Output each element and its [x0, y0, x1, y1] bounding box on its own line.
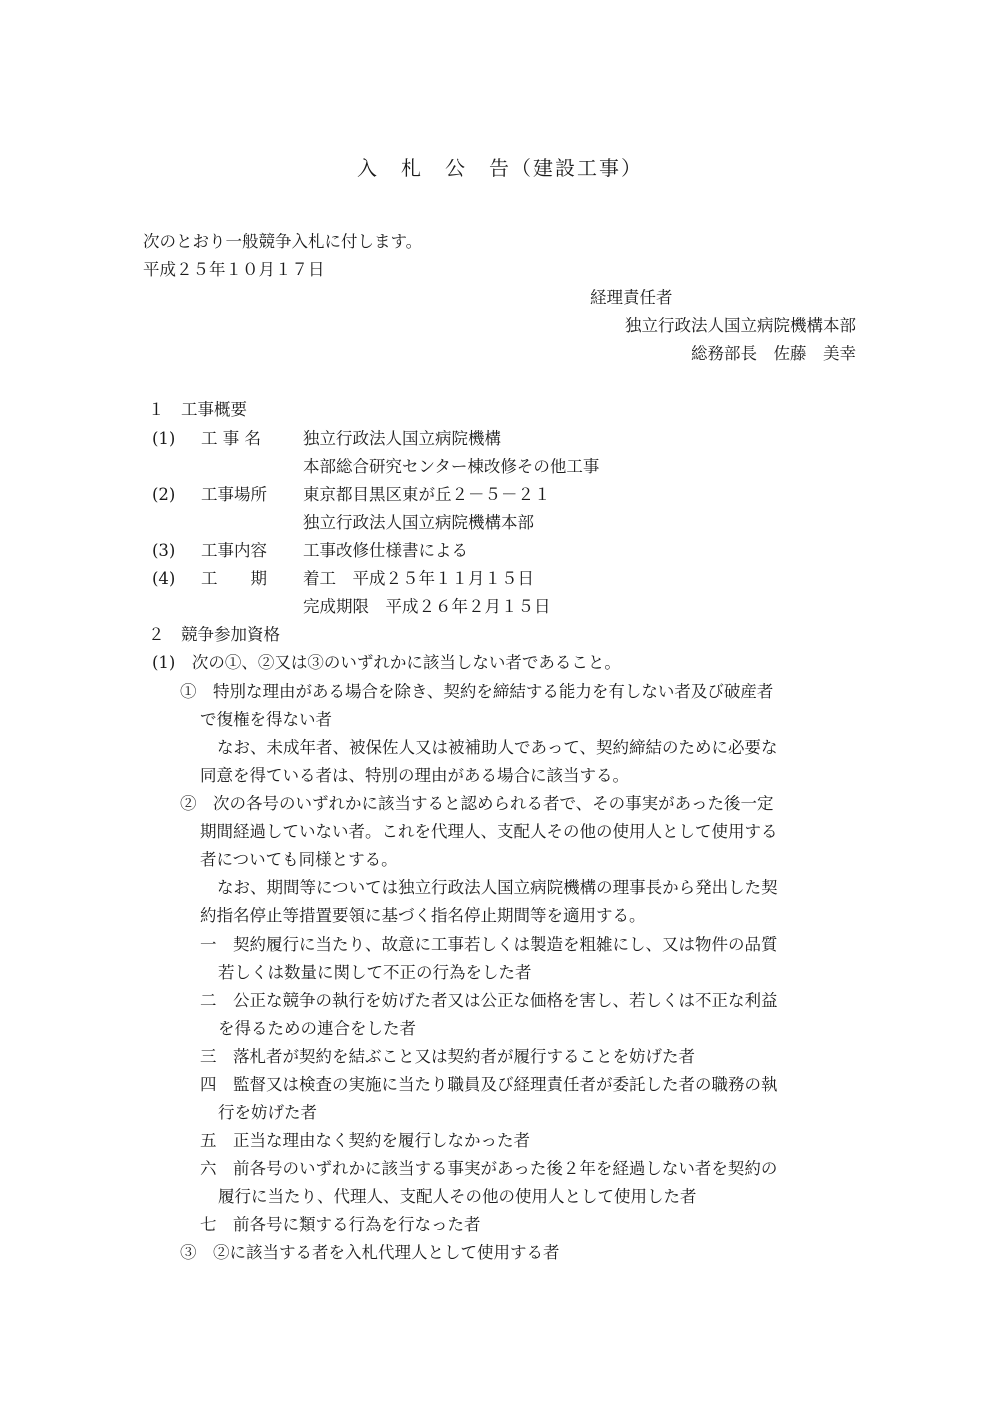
clause-1-line: ① 特別な理由がある場合を除き、契約を締結する能力を有しない者及び破産者 [180, 682, 774, 701]
section1-heading: １ 工事概要 [148, 400, 247, 419]
item-value: 着工 平成２５年１１月１５日 [303, 569, 534, 588]
subclause-line: 四 監督又は検査の実施に当たり職員及び経理責任者が委託した者の職務の執 [200, 1075, 778, 1094]
item-label: 工事内容 [201, 541, 267, 560]
subclause-line: 五 正当な理由なく契約を履行しなかった者 [200, 1131, 530, 1150]
intro-text: 次のとおり一般競争入札に付します。 [143, 232, 423, 251]
subclause-line: 一 契約履行に当たり、故意に工事若しくは製造を粗雑にし、又は物件の品質 [200, 935, 778, 954]
item-number: (1) [152, 429, 176, 448]
issuer-role: 経理責任者 [590, 288, 673, 307]
clause-2-line: ② 次の各号のいずれかに該当すると認められる者で、その事実があった後一定 [180, 794, 774, 813]
item-label: 工 期 [201, 569, 267, 588]
subclause-line: 二 公正な競争の執行を妨げた者又は公正な価格を害し、若しくは不正な利益 [200, 991, 778, 1010]
subclause-line: 七 前各号に類する行為を行なった者 [200, 1215, 481, 1234]
clause-2-line: なお、期間等については独立行政法人国立病院機構の理事長から発出した契 [217, 878, 778, 897]
subclause-line: 三 落札者が契約を結ぶこと又は契約者が履行することを妨げた者 [200, 1047, 695, 1066]
clause-2-line: 約指名停止等措置要領に基づく指名停止期間等を適用する。 [200, 906, 646, 925]
item-number: (3) [152, 541, 176, 560]
section2-heading: ２ 競争参加資格 [148, 625, 280, 644]
item-value: 完成期限 平成２６年２月１５日 [303, 597, 551, 616]
item-value: 東京都目黒区東が丘２－５－２１ [303, 485, 551, 504]
issuer-org: 独立行政法人国立病院機構本部 [625, 316, 856, 335]
item-value: 独立行政法人国立病院機構 [303, 429, 501, 448]
clause-1-line: なお、未成年者、被保佐人又は被補助人であって、契約締結のために必要な [217, 738, 778, 757]
clause-2-line: 期間経過していない者。これを代理人、支配人その他の使用人として使用する [200, 822, 778, 841]
clause-3-line: ③ ②に該当する者を入札代理人として使用する者 [180, 1243, 560, 1262]
subclause-line: 六 前各号のいずれかに該当する事実があった後２年を経過しない者を契約の [200, 1159, 778, 1178]
clause-2-line: 者についても同様とする。 [200, 850, 398, 869]
item-number: (2) [152, 485, 176, 504]
subclause-line: 行を妨げた者 [218, 1103, 317, 1122]
item-value: 独立行政法人国立病院機構本部 [303, 513, 534, 532]
subclause-line: を得るための連合をした者 [218, 1019, 416, 1038]
item-label: 工 事 名 [201, 429, 261, 448]
clause-1-line: で復権を得ない者 [200, 710, 332, 729]
section2-item1: (1) 次の①、②又は③のいずれかに該当しない者であること。 [152, 653, 621, 672]
subclause-line: 若しくは数量に関して不正の行為をした者 [218, 963, 532, 982]
clause-1-line: 同意を得ている者は、特別の理由がある場合に該当する。 [200, 766, 629, 785]
notice-date: 平成２５年１０月１７日 [143, 260, 325, 279]
issuer-name: 総務部長 佐藤 美幸 [691, 344, 856, 363]
item-number: (4) [152, 569, 176, 588]
item-label: 工事場所 [201, 485, 267, 504]
item-value: 工事改修仕様書による [303, 541, 468, 560]
document-title: 入 札 公 告（建設工事） [357, 156, 643, 180]
item-value: 本部総合研究センター棟改修その他工事 [303, 457, 600, 476]
subclause-line: 履行に当たり、代理人、支配人その他の使用人として使用した者 [218, 1187, 697, 1206]
